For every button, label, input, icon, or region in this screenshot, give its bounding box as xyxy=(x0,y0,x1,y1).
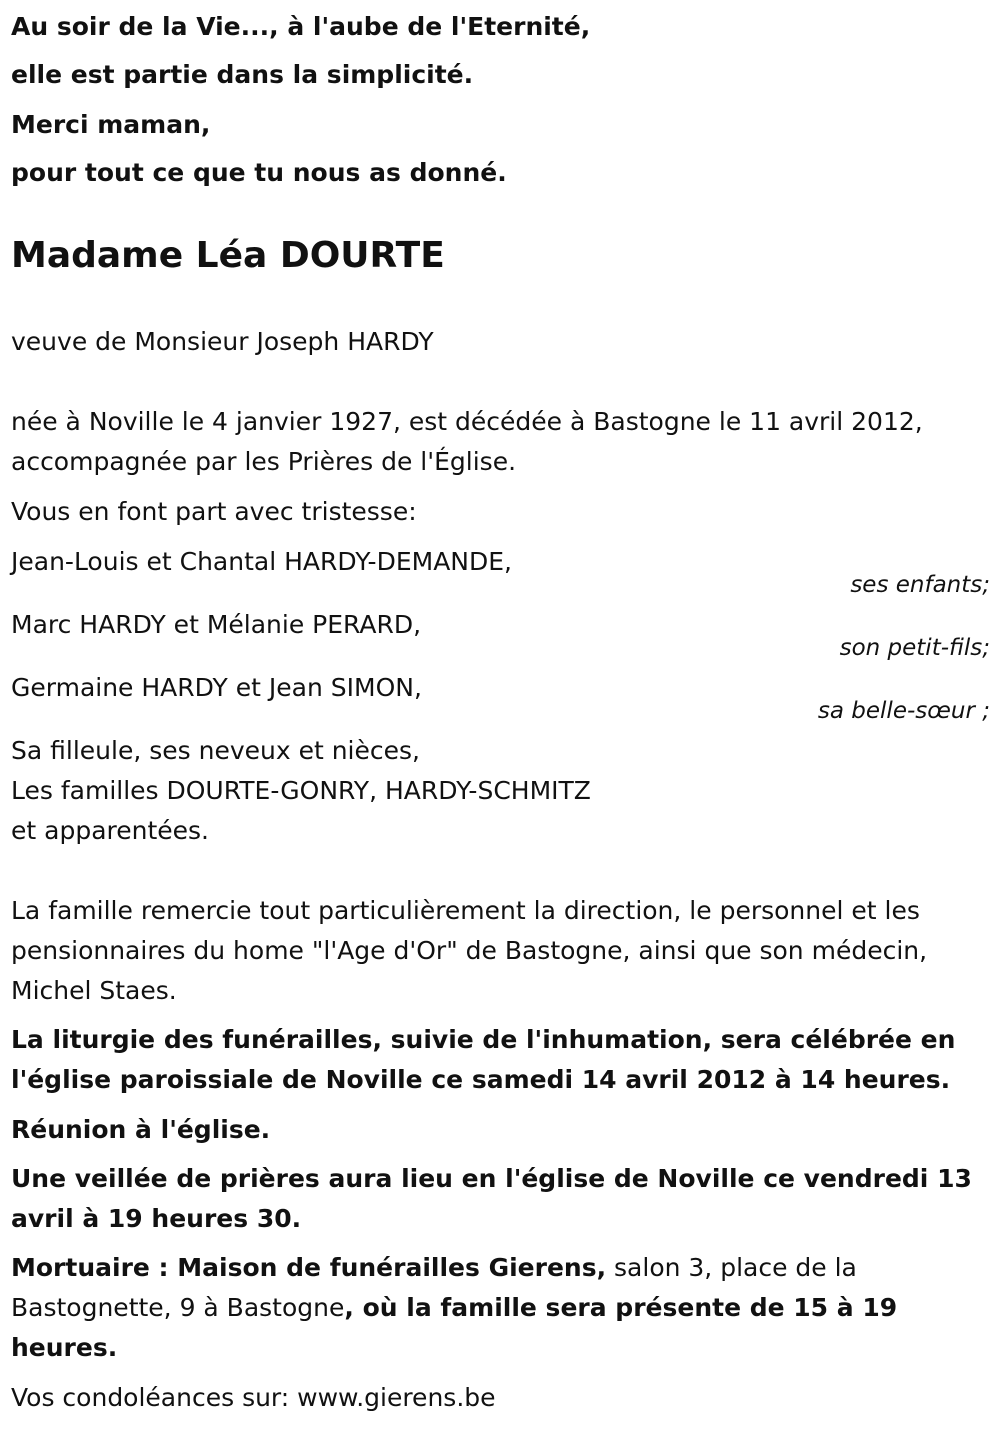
mortuary-label: Mortuaire : Maison de funérailles Gierens, xyxy=(11,1253,607,1282)
thanks-line-2: pensionnaires du home "l'Age d'Or" de Bastogne, ainsi que son médecin, xyxy=(11,936,928,965)
thanks-line-1: La famille remercie tout particulièrement la direction, le personnel et les xyxy=(11,896,920,925)
funeral-line-2: l'église paroissiale de Noville ce samedi 14 avril 2012 à 14 heures. xyxy=(11,1065,951,1094)
epitaph-line-4: pour tout ce que tu nous as donné. xyxy=(11,158,507,187)
family-names-2: Marc HARDY et Mélanie PERARD, xyxy=(11,610,422,639)
mortuary-address-2: Bastognette, 9 à Bastogne xyxy=(11,1293,345,1322)
vigil-line-2: avril à 19 heures 30. xyxy=(11,1204,302,1233)
family-relation-2: son petit-fils; xyxy=(839,635,990,661)
others-line-2: Les familles DOURTE-GONRY, HARDY-SCHMITZ xyxy=(11,776,591,805)
condolences-line: Vos condoléances sur: www.gierens.be xyxy=(11,1383,496,1412)
epitaph-line-3: Merci maman, xyxy=(11,110,211,139)
family-names-3: Germaine HARDY et Jean SIMON, xyxy=(11,673,422,702)
funeral-line-1: La liturgie des funérailles, suivie de l'inhumation, sera célébrée en xyxy=(11,1025,956,1054)
family-relation-3: sa belle-sœur ; xyxy=(817,698,990,724)
others-line-3: et apparentées. xyxy=(11,816,209,845)
others-line-1: Sa filleule, ses neveux et nièces, xyxy=(11,736,420,765)
family-relation-1: ses enfants; xyxy=(850,572,990,598)
vigil-line-1: Une veillée de prières aura lieu en l'église de Noville ce vendredi 13 xyxy=(11,1164,972,1193)
mortuary-line-3: heures. xyxy=(11,1333,118,1362)
mortuary-line-1 xyxy=(11,1248,857,1288)
announcement-intro: Vous en font part avec tristesse: xyxy=(11,497,417,526)
mortuary-address-1: salon 3, place de la xyxy=(606,1253,857,1282)
epitaph-line-1: Au soir de la Vie..., à l'aube de l'Eternité, xyxy=(11,12,591,41)
epitaph-line-2: elle est partie dans la simplicité. xyxy=(11,60,474,89)
meeting-line: Réunion à l'église. xyxy=(11,1115,271,1144)
birth-death-line-1: née à Noville le 4 janvier 1927, est décédée à Bastogne le 11 avril 2012, xyxy=(11,407,923,436)
mortuary-line-2 xyxy=(11,1288,897,1328)
widow-of-line: veuve de Monsieur Joseph HARDY xyxy=(11,327,434,356)
mortuary-presence-1: , où la famille sera présente de 15 à 19 xyxy=(344,1293,898,1322)
birth-death-line-2: accompagnée par les Prières de l'Église. xyxy=(11,447,517,476)
family-names-1: Jean-Louis et Chantal HARDY-DEMANDE, xyxy=(11,547,512,576)
thanks-line-3: Michel Staes. xyxy=(11,976,177,1005)
deceased-name: Madame Léa DOURTE xyxy=(11,235,445,276)
